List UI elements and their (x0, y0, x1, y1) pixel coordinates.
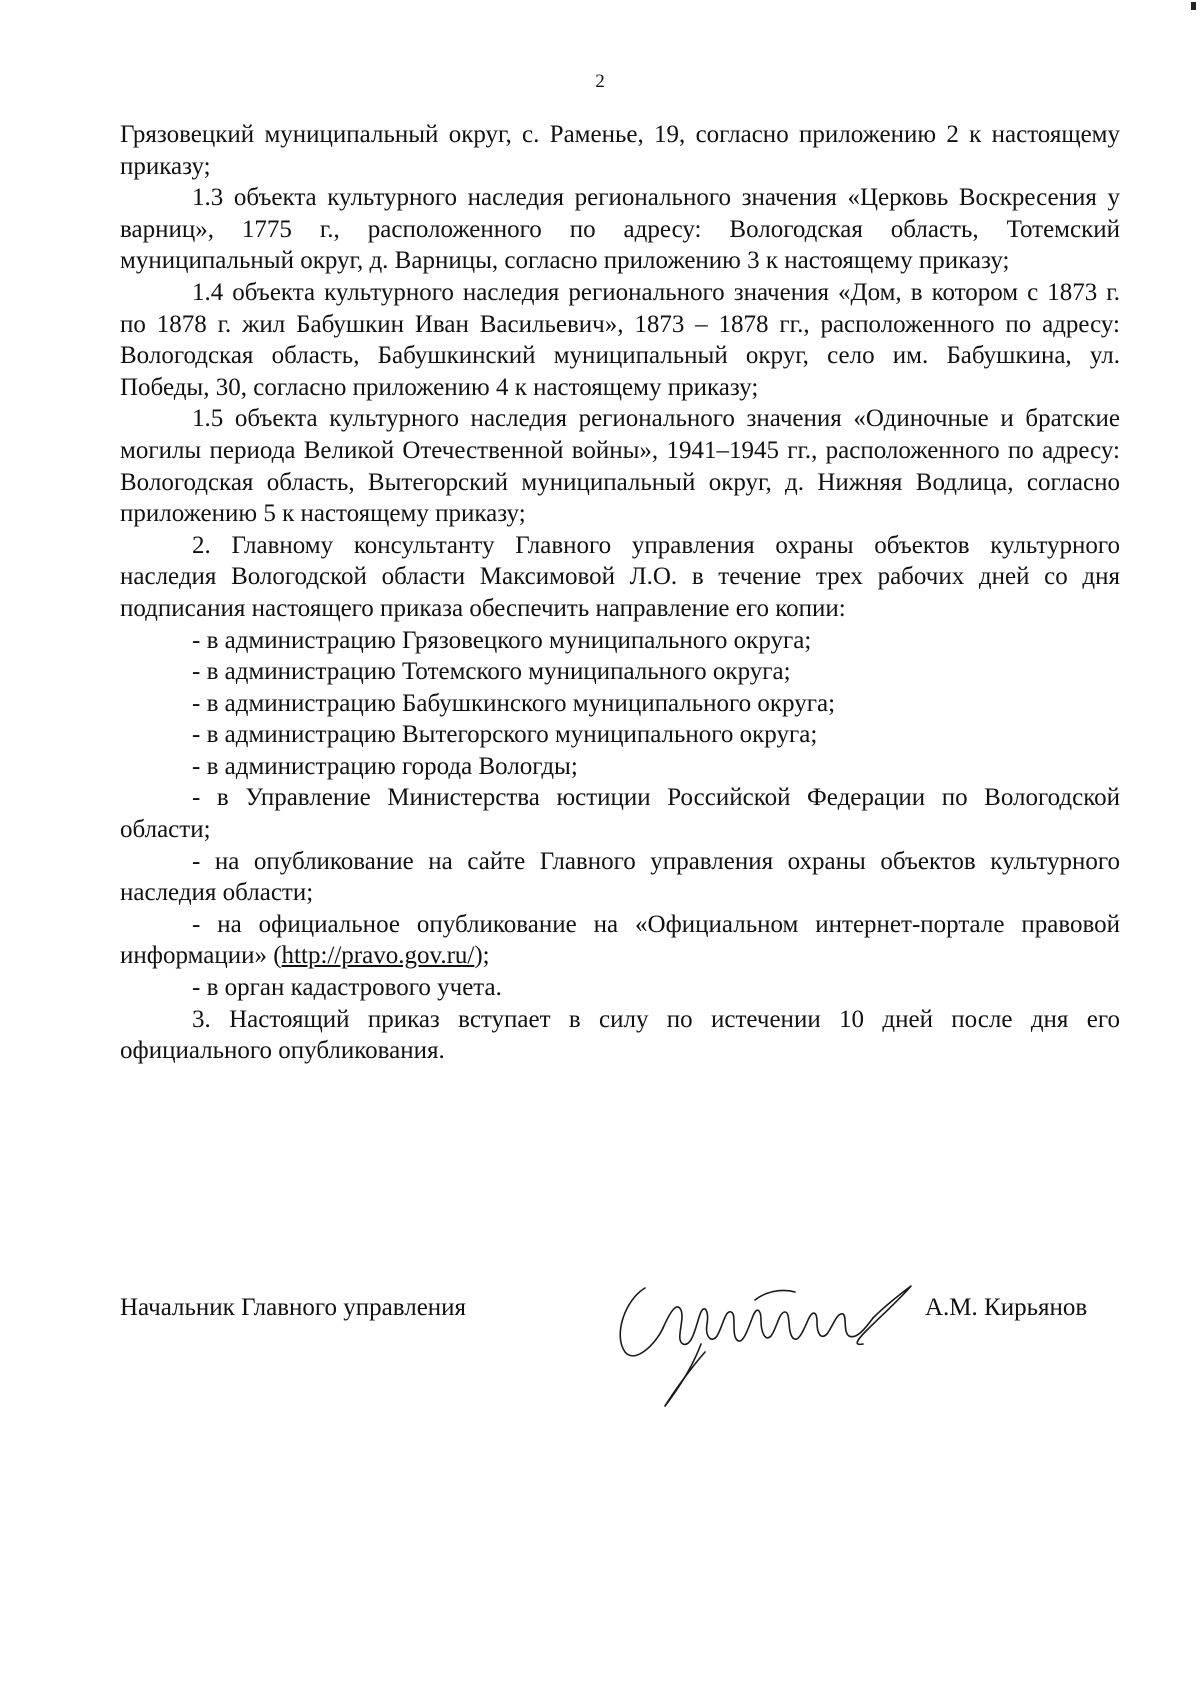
recipient-item: - в орган кадастрового учета. (192, 974, 502, 1002)
paragraph-item-1-4: 1.4 объекта культурного наследия регионального значения «Дом, в котором с 1873 г. по 1878 г. жил Бабушкин Иван Васильевич», 1873 – 1878 гг., расположенного по адресу: Вологодская область, Бабушкинский муниципальный округ, село им. Бабушкина, ул. Победы, 30, согласно приложению 4 к настоящему приказу; (120, 278, 1120, 401)
recipient-item: - на опубликование на сайте Главного управления охраны объектов культурного наследия области; (120, 847, 1120, 907)
pravo-link[interactable]: http://pravo.gov.ru/ (281, 942, 475, 970)
recipient-item: - в администрацию Тотемского муниципального округа; (192, 658, 791, 686)
recipient-item: - в администрацию города Вологды; (192, 752, 578, 780)
scan-artifact (1191, 2, 1196, 10)
recipient-item-portal (120, 909, 1120, 972)
recipient-item: - в администрацию Вытегорского муниципального округа; (192, 721, 818, 749)
recipient-item: - в администрацию Бабушкинского муниципального округа; (192, 689, 836, 717)
recipient-item: - в Управление Министерства юстиции Российской Федерации по Вологодской области; (120, 784, 1120, 844)
portal-text-after: ); (474, 942, 490, 970)
paragraph-item-2: 2. Главному консультанту Главного управления охраны объектов культурного наследия Вологодской области Максимовой Л.О. в течение трех рабочих дней со дня подписания настоящего приказа обеспечить направление его копии: (120, 531, 1120, 622)
signatory-title: Начальник Главного управления (120, 1294, 467, 1321)
document-body (120, 119, 1120, 1067)
page-number: 2 (595, 71, 605, 92)
handwritten-signature (605, 1240, 915, 1410)
paragraph-item-1-3: 1.3 объекта культурного наследия регионального значения «Церковь Воскресения у варниц», 1775 г., расположенного по адресу: Вологодская область, Тотемский муниципальный округ, д. Варницы, согласно приложению 3 к настоящему приказу; (120, 184, 1120, 275)
signatory-name: А.М. Кирьянов (925, 1294, 1088, 1321)
portal-text-before: - на официальное опубликование на «Официальном интернет-портале правовой информации» ( (120, 910, 1120, 970)
paragraph-item-3: 3. Настоящий приказ вступает в силу по истечении 10 дней после дня его официального опубликования. (120, 1005, 1120, 1065)
paragraph-item-1-5: 1.5 объекта культурного наследия регионального значения «Одиночные и братские могилы периода Великой Отечественной войны», 1941–1945 гг., расположенного по адресу: Вологодская область, Вытегорский муниципальный округ, д. Нижняя Водлица, согласно приложению 5 к настоящему приказу; (120, 405, 1120, 528)
recipient-item: - в администрацию Грязовецкого муниципального округа; (192, 626, 812, 654)
paragraph-continuation: Грязовецкий муниципальный округ, с. Раменье, 19, согласно приложению 2 к настоящему приказу; (120, 121, 1120, 180)
